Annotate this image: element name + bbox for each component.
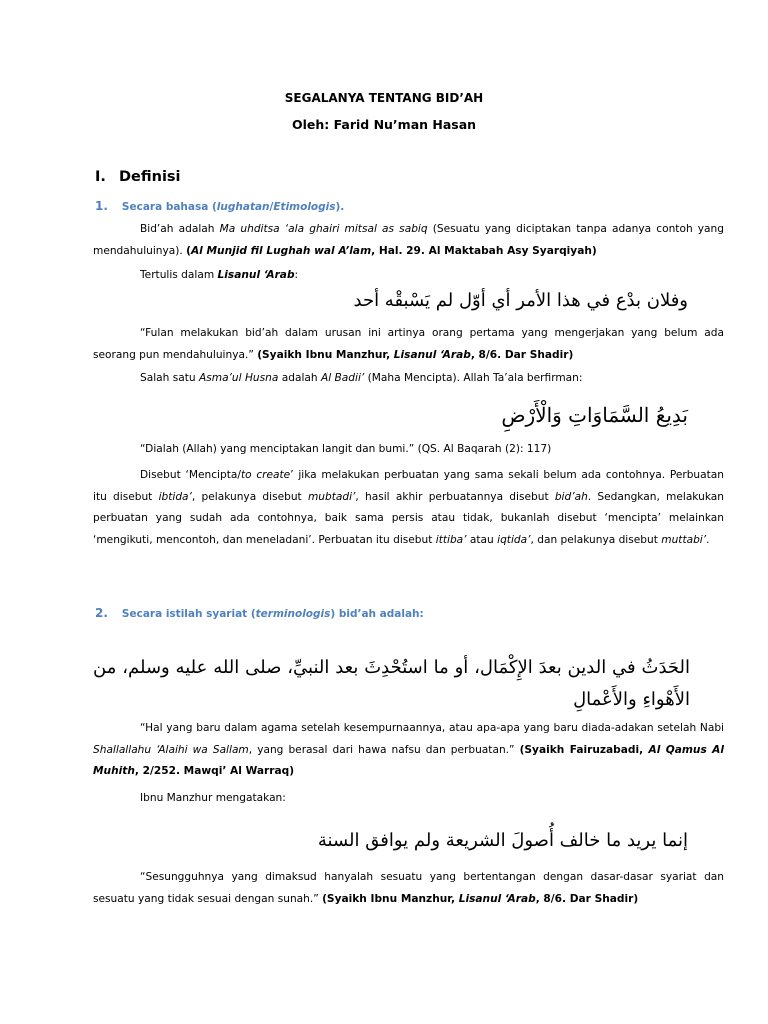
- subheading-bahasa: 1. Secara bahasa (lughatan/Etimologis).: [95, 199, 345, 213]
- document-author: Oleh: Farid Nu’man Hasan: [291, 117, 477, 132]
- arabic-quote-definition: الحَدَثُ في الدين بعدَ الإِكْمَال، أو ما استُحْدِثَ بعد النبيِّ، صلى الله عليه وسلم، من الأَهْواءِ والأَعْمالِ: [93, 657, 690, 710]
- arabic-quote-2: إنما يريد ما خالف أُصولَ الشريعة ولم يوافق السنة: [317, 830, 688, 851]
- document-title: SEGALANYA TENTANG BID’AH: [284, 91, 484, 105]
- arabic-quote-1: وفلان بدْع في هذا الأمر أي أوّل لم يَسْبقْه أحد: [353, 290, 688, 311]
- paragraph-mencipta: Disebut ‘Mencipta/to create’ jika melakukan perbuatan yang sama sekali belum ada contohnya. Perbuatan itu disebut ibtida’, pelakunya disebut mubtadi’, hasil akhir perbuatannya disebut bid’ah. Sedangkan, melakukan perbuatan yang sudah ada contohnya, baik sama persis atau tidak, bukanlah disebut ‘mencipta’ melainkan ‘mengikuti, mencontoh, dan meneladani’. Perbuatan itu disebut ittiba’ atau iqtida’, dan pelakunya disebut muttabi’.: [93, 469, 725, 546]
- subheading-number: 1.: [95, 199, 108, 213]
- section-title: Definisi: [119, 169, 181, 185]
- section-number: I.: [95, 169, 106, 185]
- arabic-quran-verse: بَدِيعُ السَّمَاوَاتِ وَالْأَرْضِ: [501, 403, 688, 427]
- paragraph-sesungguhnya: “Sesungguhnya yang dimaksud hanyalah sesuatu yang bertentangan dengan dasar-dasar syariat dan sesuatu yang tidak sesuai dengan sunah.” (Syaikh Ibnu Manzhur, Lisanul ‘Arab, 8/6. Dar Shadir): [93, 871, 724, 905]
- paragraph-ibnu-manzhur: Ibnu Manzhur mengatakan:: [140, 792, 286, 804]
- paragraph-bidah-definition: Bid’ah adalah Ma uhditsa ‘ala ghairi mitsal as sabiq (Sesuatu yang diciptakan tanpa adanya contoh yang mendahuluinya). (Al Munjid fil Lughah wal A’lam, Hal. 29. Al Maktabah Asy Syarqiyah): [93, 223, 724, 257]
- subheading-istilah: 2. Secara istilah syariat (terminologis) bid’ah adalah:: [95, 606, 424, 620]
- paragraph-asmaul-husna: Salah satu Asma’ul Husna adalah Al Badii’ (Maha Mencipta). Allah Ta’ala berfirman:: [140, 372, 583, 384]
- subheading-number: 2.: [95, 606, 108, 620]
- paragraph-lisanul-arab: Tertulis dalam Lisanul ‘Arab:: [140, 269, 299, 281]
- paragraph-hal-baru: “Hal yang baru dalam agama setelah kesempurnaannya, atau apa-apa yang baru diada-adakan setelah Nabi Shallallahu ‘Alaihi wa Sallam, yang berasal dari hawa nafsu dan perbuatan.” (Syaikh Fairuzabadi, Al Qamus Al Muhith, 2/252. Mawqi’ Al Warraq): [93, 722, 724, 777]
- paragraph-fulan-translation: “Fulan melakukan bid’ah dalam urusan ini artinya orang pertama yang mengerjakan yang belum ada seorang pun mendahuluinya.” (Syaikh Ibnu Manzhur, Lisanul ‘Arab, 8/6. Dar Shadir): [93, 327, 724, 361]
- section-heading-definisi: [95, 169, 181, 185]
- paragraph-verse-translation: “Dialah (Allah) yang menciptakan langit dan bumi.” (QS. Al Baqarah (2): 117): [140, 443, 552, 455]
